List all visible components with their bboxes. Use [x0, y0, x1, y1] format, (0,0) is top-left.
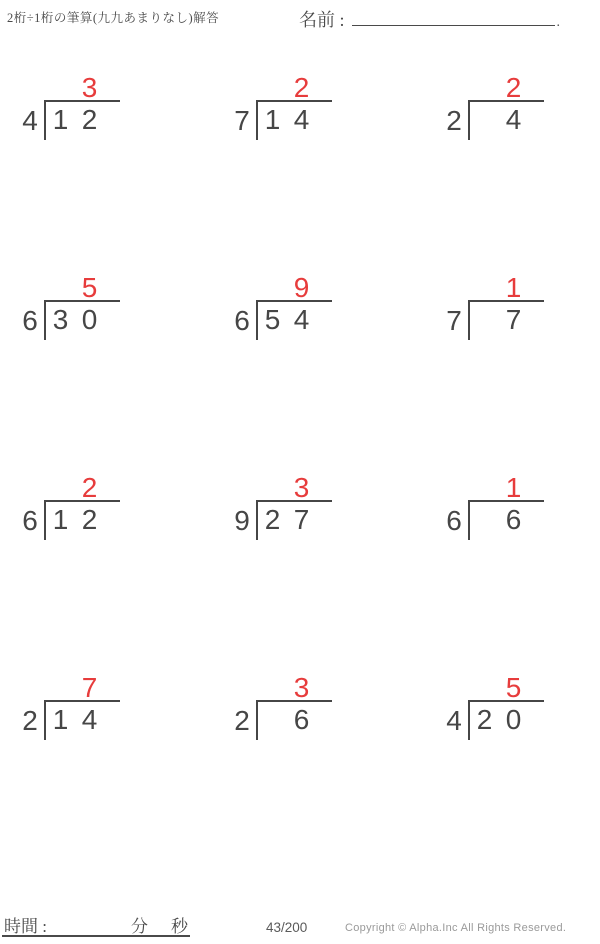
name-line-period: . [556, 15, 561, 30]
division-bracket [468, 500, 544, 540]
divisor: 4 [22, 105, 38, 136]
division-problem [228, 74, 378, 144]
quotient-answer: 3 [81, 72, 98, 103]
name-field-area [299, 6, 560, 32]
divisor: 6 [22, 305, 38, 336]
copyright-notice: Copyright © Alpha.Inc All Rights Reserved. [345, 922, 567, 934]
dividend-tens: 3 [52, 304, 69, 335]
dividend-tens [258, 702, 287, 740]
dividend-ones: 7 [293, 504, 310, 535]
page-number: 43/200 [266, 920, 308, 935]
division-problem [16, 274, 166, 344]
dividend-ones: 6 [293, 704, 310, 735]
dividend-ones: 0 [505, 704, 522, 735]
quotient-answer: 1 [505, 472, 522, 503]
division-bracket [256, 100, 332, 140]
quotient-answer: 5 [505, 672, 522, 703]
dividend-ones: 0 [81, 304, 98, 335]
dividend-ones: 4 [505, 104, 522, 135]
divisor: 7 [234, 105, 250, 136]
division-problem [228, 474, 378, 544]
division-bracket [468, 300, 544, 340]
division-problem [228, 274, 378, 344]
division-problem [16, 74, 166, 144]
division-problem [440, 474, 590, 544]
divisor: 2 [446, 105, 462, 136]
divisor: 6 [234, 305, 250, 336]
division-problem [16, 674, 166, 744]
divisor: 9 [234, 505, 250, 536]
divisor: 2 [234, 705, 250, 736]
dividend-tens [470, 502, 499, 540]
dividend-tens: 1 [52, 504, 69, 535]
quotient-answer: 3 [293, 672, 310, 703]
division-problem [440, 274, 590, 344]
divisor: 4 [446, 705, 462, 736]
quotient-answer: 2 [81, 472, 98, 503]
division-bracket [44, 300, 120, 340]
division-problem [16, 474, 166, 544]
dividend-ones: 4 [293, 104, 310, 135]
time-field-area [2, 910, 190, 937]
division-problem [440, 74, 590, 144]
division-problem [228, 674, 378, 744]
dividend-tens: 5 [264, 304, 281, 335]
division-bracket [468, 700, 544, 740]
division-bracket [44, 100, 120, 140]
dividend-ones: 4 [293, 304, 310, 335]
dividend-tens: 2 [264, 504, 281, 535]
page-title: 2桁÷1桁の筆算(九九あまりなし)解答 [7, 11, 220, 25]
dividend-ones: 2 [81, 504, 98, 535]
quotient-answer: 5 [81, 272, 98, 303]
divisor: 6 [22, 505, 38, 536]
dividend-ones: 6 [505, 504, 522, 535]
name-input-line [352, 8, 555, 26]
division-bracket [44, 700, 120, 740]
time-label: 時間 : [4, 917, 47, 936]
dividend-tens: 1 [264, 104, 281, 135]
dividend-tens: 2 [476, 704, 493, 735]
divisor: 2 [22, 705, 38, 736]
quotient-answer: 2 [505, 72, 522, 103]
division-problem [440, 674, 590, 744]
quotient-answer: 3 [293, 472, 310, 503]
quotient-answer: 1 [505, 272, 522, 303]
divisor: 6 [446, 505, 462, 536]
division-bracket [256, 700, 332, 740]
minutes-label: 分 [131, 917, 148, 936]
seconds-label: 秒 [171, 917, 188, 936]
quotient-answer: 9 [293, 272, 310, 303]
quotient-answer: 2 [293, 72, 310, 103]
divisor: 7 [446, 305, 462, 336]
division-bracket [256, 500, 332, 540]
dividend-tens [470, 302, 499, 340]
division-bracket [256, 300, 332, 340]
division-bracket [468, 100, 544, 140]
dividend-ones: 7 [505, 304, 522, 335]
division-bracket [44, 500, 120, 540]
dividend-tens: 1 [52, 704, 69, 735]
dividend-ones: 2 [81, 104, 98, 135]
quotient-answer: 7 [81, 672, 98, 703]
name-label: 名前 : [299, 10, 345, 30]
dividend-tens: 1 [52, 104, 69, 135]
dividend-ones: 4 [81, 704, 98, 735]
dividend-tens [470, 102, 499, 140]
